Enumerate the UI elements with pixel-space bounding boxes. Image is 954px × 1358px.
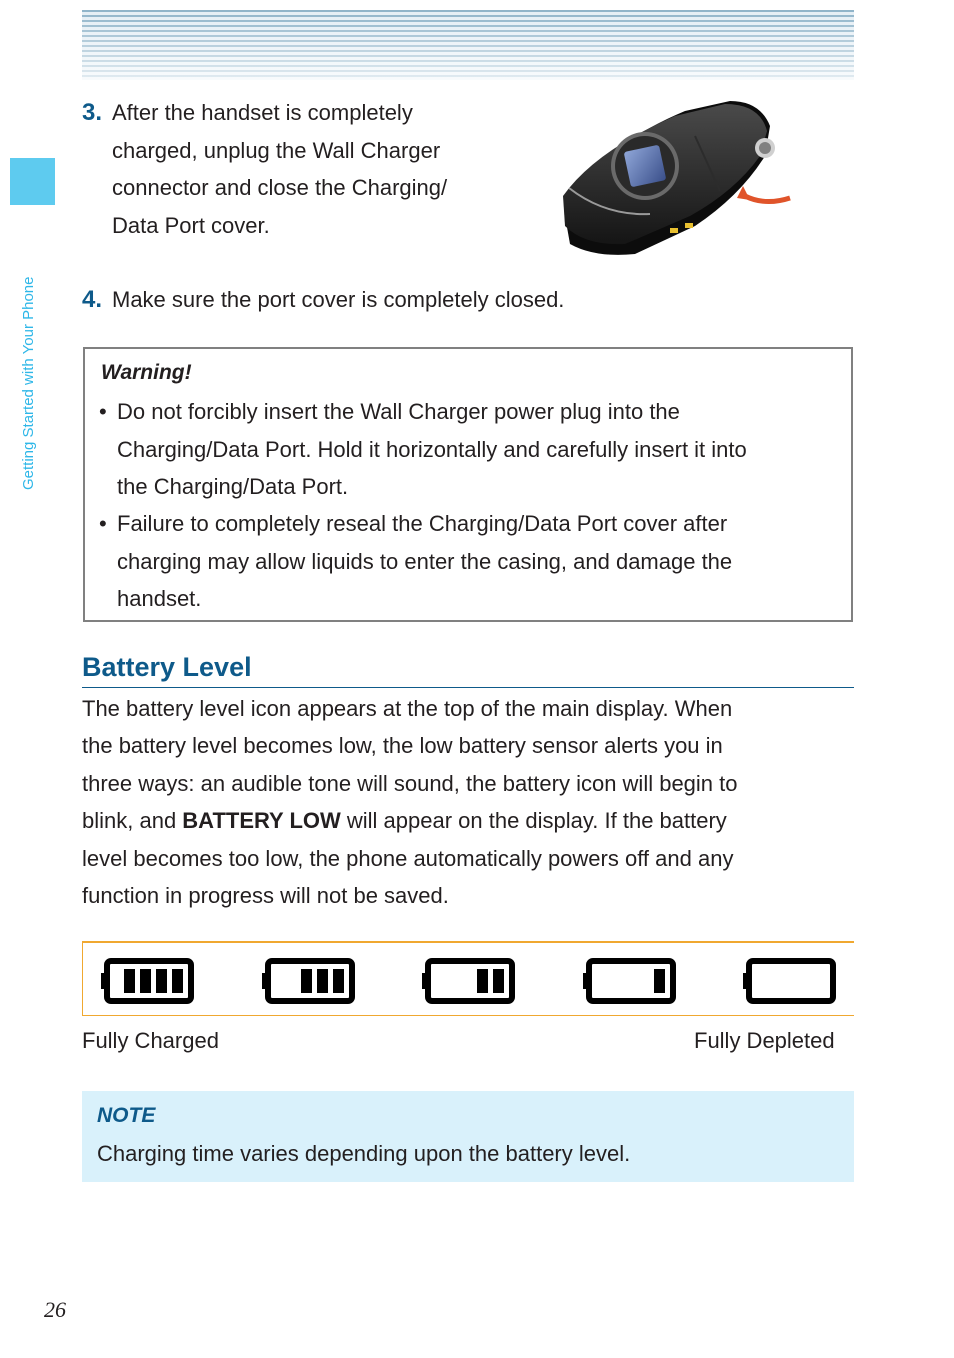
paragraph-text: blink, and bbox=[82, 808, 183, 834]
battery-body bbox=[749, 961, 833, 1001]
battery-level-bar bbox=[301, 969, 312, 993]
battery-icon bbox=[742, 957, 837, 1005]
bullet-line: Charging/Data Port. Hold it horizontally and carefully insert it into bbox=[117, 436, 747, 462]
battery-paragraph bbox=[82, 690, 738, 914]
step-line: After the handset is completely bbox=[112, 100, 413, 125]
bullet-dot: • bbox=[99, 399, 107, 424]
note-title: NOTE bbox=[97, 1104, 156, 1127]
bullet-line: Do not forcibly insert the Wall Charger power plug into the bbox=[117, 399, 680, 424]
header-band bbox=[82, 10, 854, 80]
battery-level-bar bbox=[140, 969, 151, 993]
battery-level-bar bbox=[172, 969, 183, 993]
step-line: Make sure the port cover is completely closed. bbox=[112, 287, 565, 312]
bullet-dot: • bbox=[99, 511, 107, 536]
battery-level-bar bbox=[493, 969, 504, 993]
step-number: 4. bbox=[82, 286, 103, 313]
battery-low-term: BATTERY LOW bbox=[182, 808, 341, 834]
battery-icon bbox=[100, 957, 195, 1005]
paragraph-line: function in progress will not be saved. bbox=[82, 883, 449, 909]
side-section-label: Getting Started with Your Phone bbox=[20, 276, 37, 490]
battery-level-bar bbox=[156, 969, 167, 993]
page-number: 26 bbox=[44, 1297, 66, 1322]
step-line: Data Port cover. bbox=[112, 212, 270, 238]
section-title: Battery Level bbox=[82, 652, 252, 682]
paragraph-line: three ways: an audible tone will sound, the battery icon will begin to bbox=[82, 770, 738, 796]
label-fully-charged: Fully Charged bbox=[82, 1028, 219, 1053]
battery-icon bbox=[261, 957, 356, 1005]
battery-level-bar bbox=[477, 969, 488, 993]
paragraph-line: level becomes too low, the phone automatically powers off and any bbox=[82, 845, 734, 871]
note-box bbox=[82, 1091, 854, 1182]
battery-level-bar bbox=[124, 969, 135, 993]
battery-level-bar bbox=[333, 969, 344, 993]
section-divider bbox=[82, 687, 854, 688]
step-number: 3. bbox=[82, 99, 103, 126]
phone-illustration bbox=[555, 96, 795, 258]
step-line: connector and close the Charging/ bbox=[112, 175, 448, 200]
side-tab bbox=[10, 158, 55, 205]
battery-icon bbox=[582, 957, 677, 1005]
battery-level-bar bbox=[317, 969, 328, 993]
warning-box bbox=[83, 347, 853, 622]
bullet-line: Failure to completely reseal the Charging/Data Port cover after bbox=[117, 511, 728, 536]
paragraph-line bbox=[82, 802, 738, 839]
bullet-line: charging may allow liquids to enter the casing, and damage the bbox=[117, 548, 733, 574]
step-line: charged, unplug the Wall Charger bbox=[112, 137, 441, 163]
battery-level-bar bbox=[654, 969, 665, 993]
paragraph-text: will appear on the display. If the battery bbox=[340, 808, 727, 834]
warning-title: Warning! bbox=[101, 361, 192, 384]
bullet-line: handset. bbox=[117, 586, 202, 611]
bullet-line: the Charging/Data Port. bbox=[117, 474, 349, 499]
paragraph-line: The battery level icon appears at the top of the main display. When bbox=[82, 696, 733, 721]
note-text: Charging time varies depending upon the battery level. bbox=[97, 1141, 631, 1166]
paragraph-line: the battery level becomes low, the low battery sensor alerts you in bbox=[82, 733, 723, 759]
battery-strip bbox=[82, 941, 854, 1016]
label-fully-depleted: Fully Depleted bbox=[694, 1028, 835, 1053]
battery-icon bbox=[421, 957, 516, 1005]
